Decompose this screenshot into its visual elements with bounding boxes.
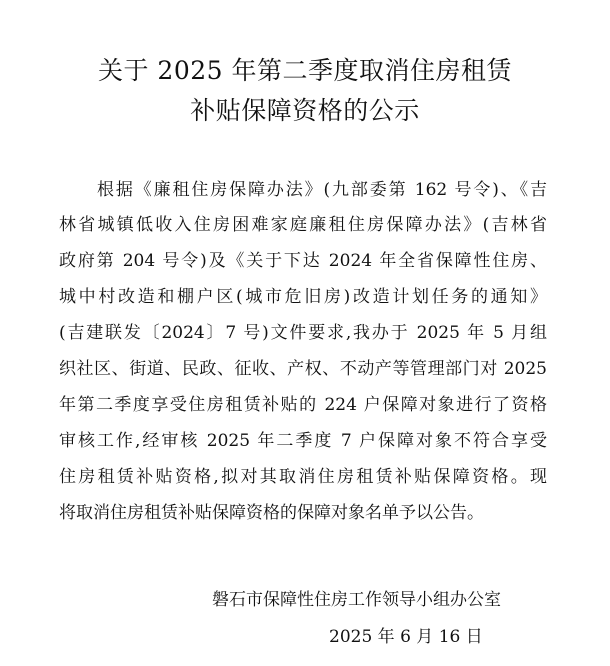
body-line-3: 政府第 204 号令)及《关于下达 2024 年全省保障性住房、 (59, 251, 547, 271)
issue-date: 2025 年 6 月 16 日 (329, 627, 483, 647)
document-title-line-2: 补贴保障资格的公示 (190, 96, 420, 125)
body-line-9: 住房租赁补贴资格,拟对其取消住房租赁补贴保障资格。现 (59, 467, 547, 487)
body-line-8: 审核工作,经审核 2025 年二季度 7 户保障对象不符合享受 (59, 431, 547, 451)
body-line-7: 年第二季度享受住房租赁补贴的 224 户保障对象进行了资格 (59, 395, 547, 415)
document-title-line-1: 关于 2025 年第二季度取消住房租赁 (97, 56, 513, 85)
body-line-1: 根据《廉租住房保障办法》(九部委第 162 号令)、《吉 (97, 180, 547, 200)
body-line-10: 将取消住房租赁补贴保障资格的保障对象名单予以公告。 (59, 503, 484, 523)
body-line-4: 城中村改造和棚户区(城市危旧房)改造计划任务的通知》 (59, 287, 547, 307)
issuer-signature: 磐石市保障性住房工作领导小组办公室 (212, 590, 501, 610)
body-line-2: 林省城镇低收入住房困难家庭廉租住房保障办法》(吉林省 (59, 215, 547, 235)
body-line-5: (吉建联发〔2024〕7 号)文件要求,我办于 2025 年 5 月组 (59, 323, 547, 343)
body-line-6: 织社区、街道、民政、征收、产权、不动产等管理部门对 2025 (59, 359, 547, 379)
